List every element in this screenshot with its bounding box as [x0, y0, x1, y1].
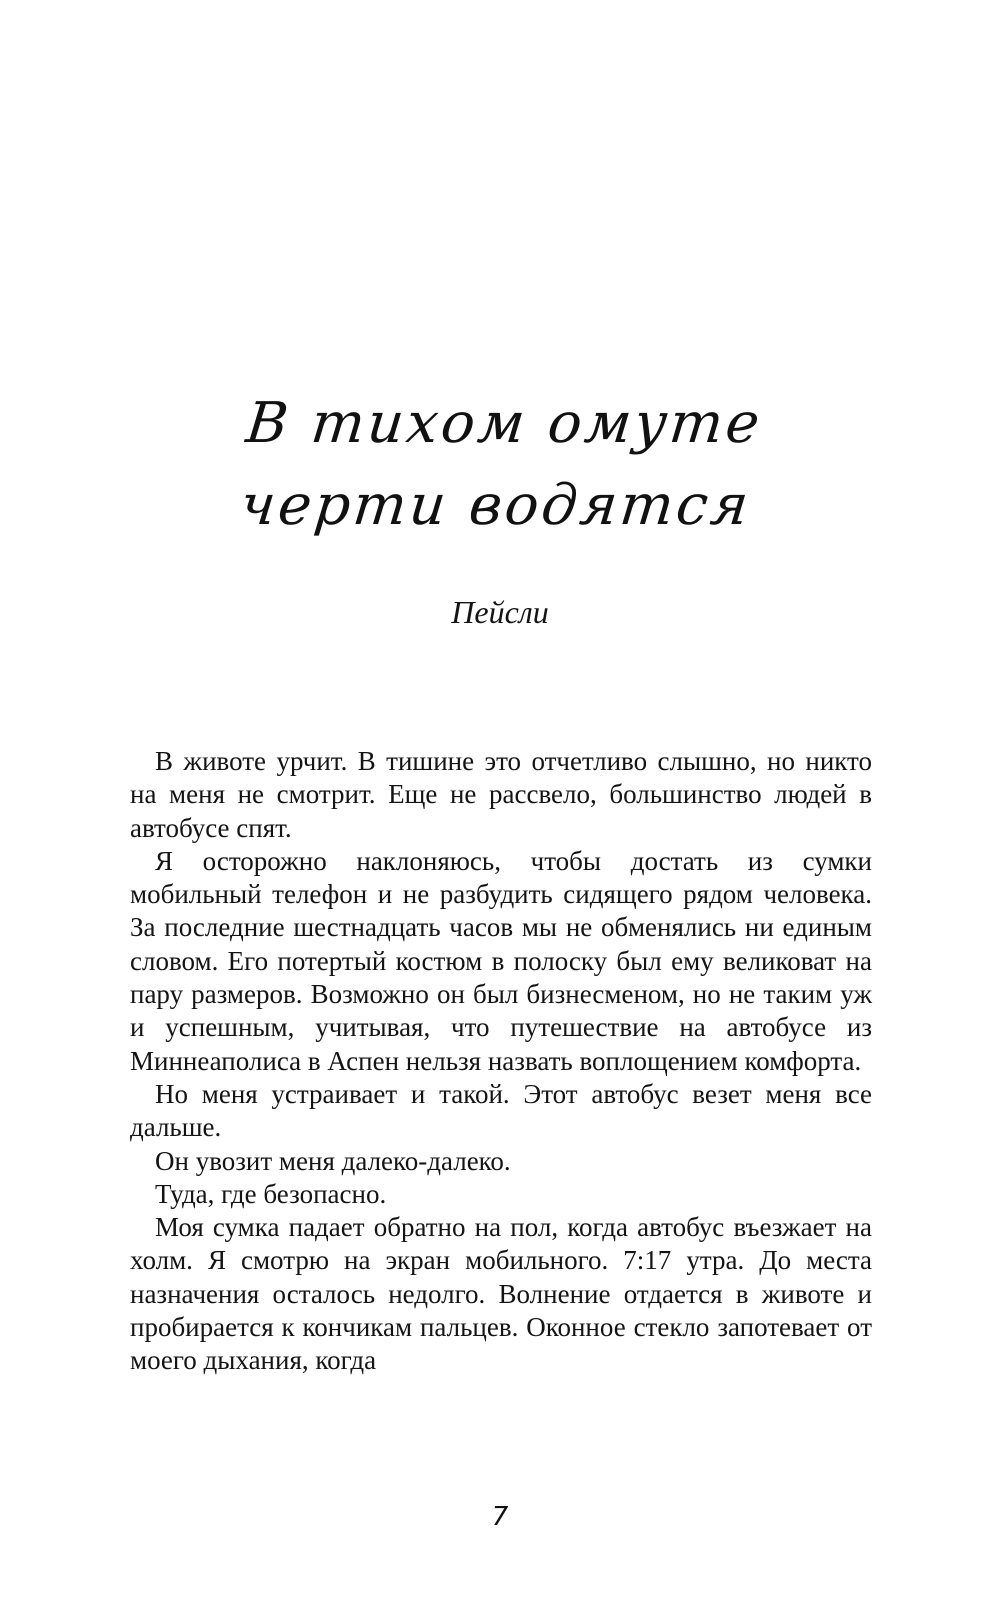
page-number: 7: [491, 1502, 509, 1532]
paragraph-3: Но меня устраивает и такой. Этот автобус везет меня все дальше.: [130, 1078, 872, 1143]
paragraph-1: В животе урчит. В тишине это отчетливо слышно, но никто на меня не смотрит. Еще не рассвело, большинство людей в автобусе спят.: [130, 746, 872, 843]
paragraph-5: Туда, где безопасно.: [155, 1178, 387, 1209]
paragraph-2: Я осторожно наклоняюсь, чтобы достать из сумки мобильный телефон и не разбудить сидящего рядом человека. За последние шестнадцать часов мы не обменялись ни единым словом. Его потертый костюм в полоску был ему великоват на пару размеров. Возможно он был бизнесменом, но не таким уж и успешным, учитывая, что путешествие на автобусе из Миннеаполиса в Аспен нельзя назвать воплощением комфорта.: [130, 845, 872, 1076]
chapter-title-line-2: черти водятся: [237, 472, 755, 538]
body-text: [130, 745, 872, 1378]
chapter-title-line-1: В тихом омуте: [243, 390, 766, 456]
pov-character-name: Пейсли: [451, 594, 549, 630]
paragraph-6: Моя сумка падает обратно на пол, когда автобус въезжает на холм. Я смотрю на экран мобильного. 7:17 утра. До места назначения осталось недолго. Волнение отдается в животе и пробирается к кончикам пальцев. Оконное стекло запотевает от моего дыхания, когда: [130, 1212, 872, 1376]
chapter-title: [0, 383, 1000, 547]
paragraph-4: Он увозит меня далеко-далеко.: [155, 1145, 511, 1176]
